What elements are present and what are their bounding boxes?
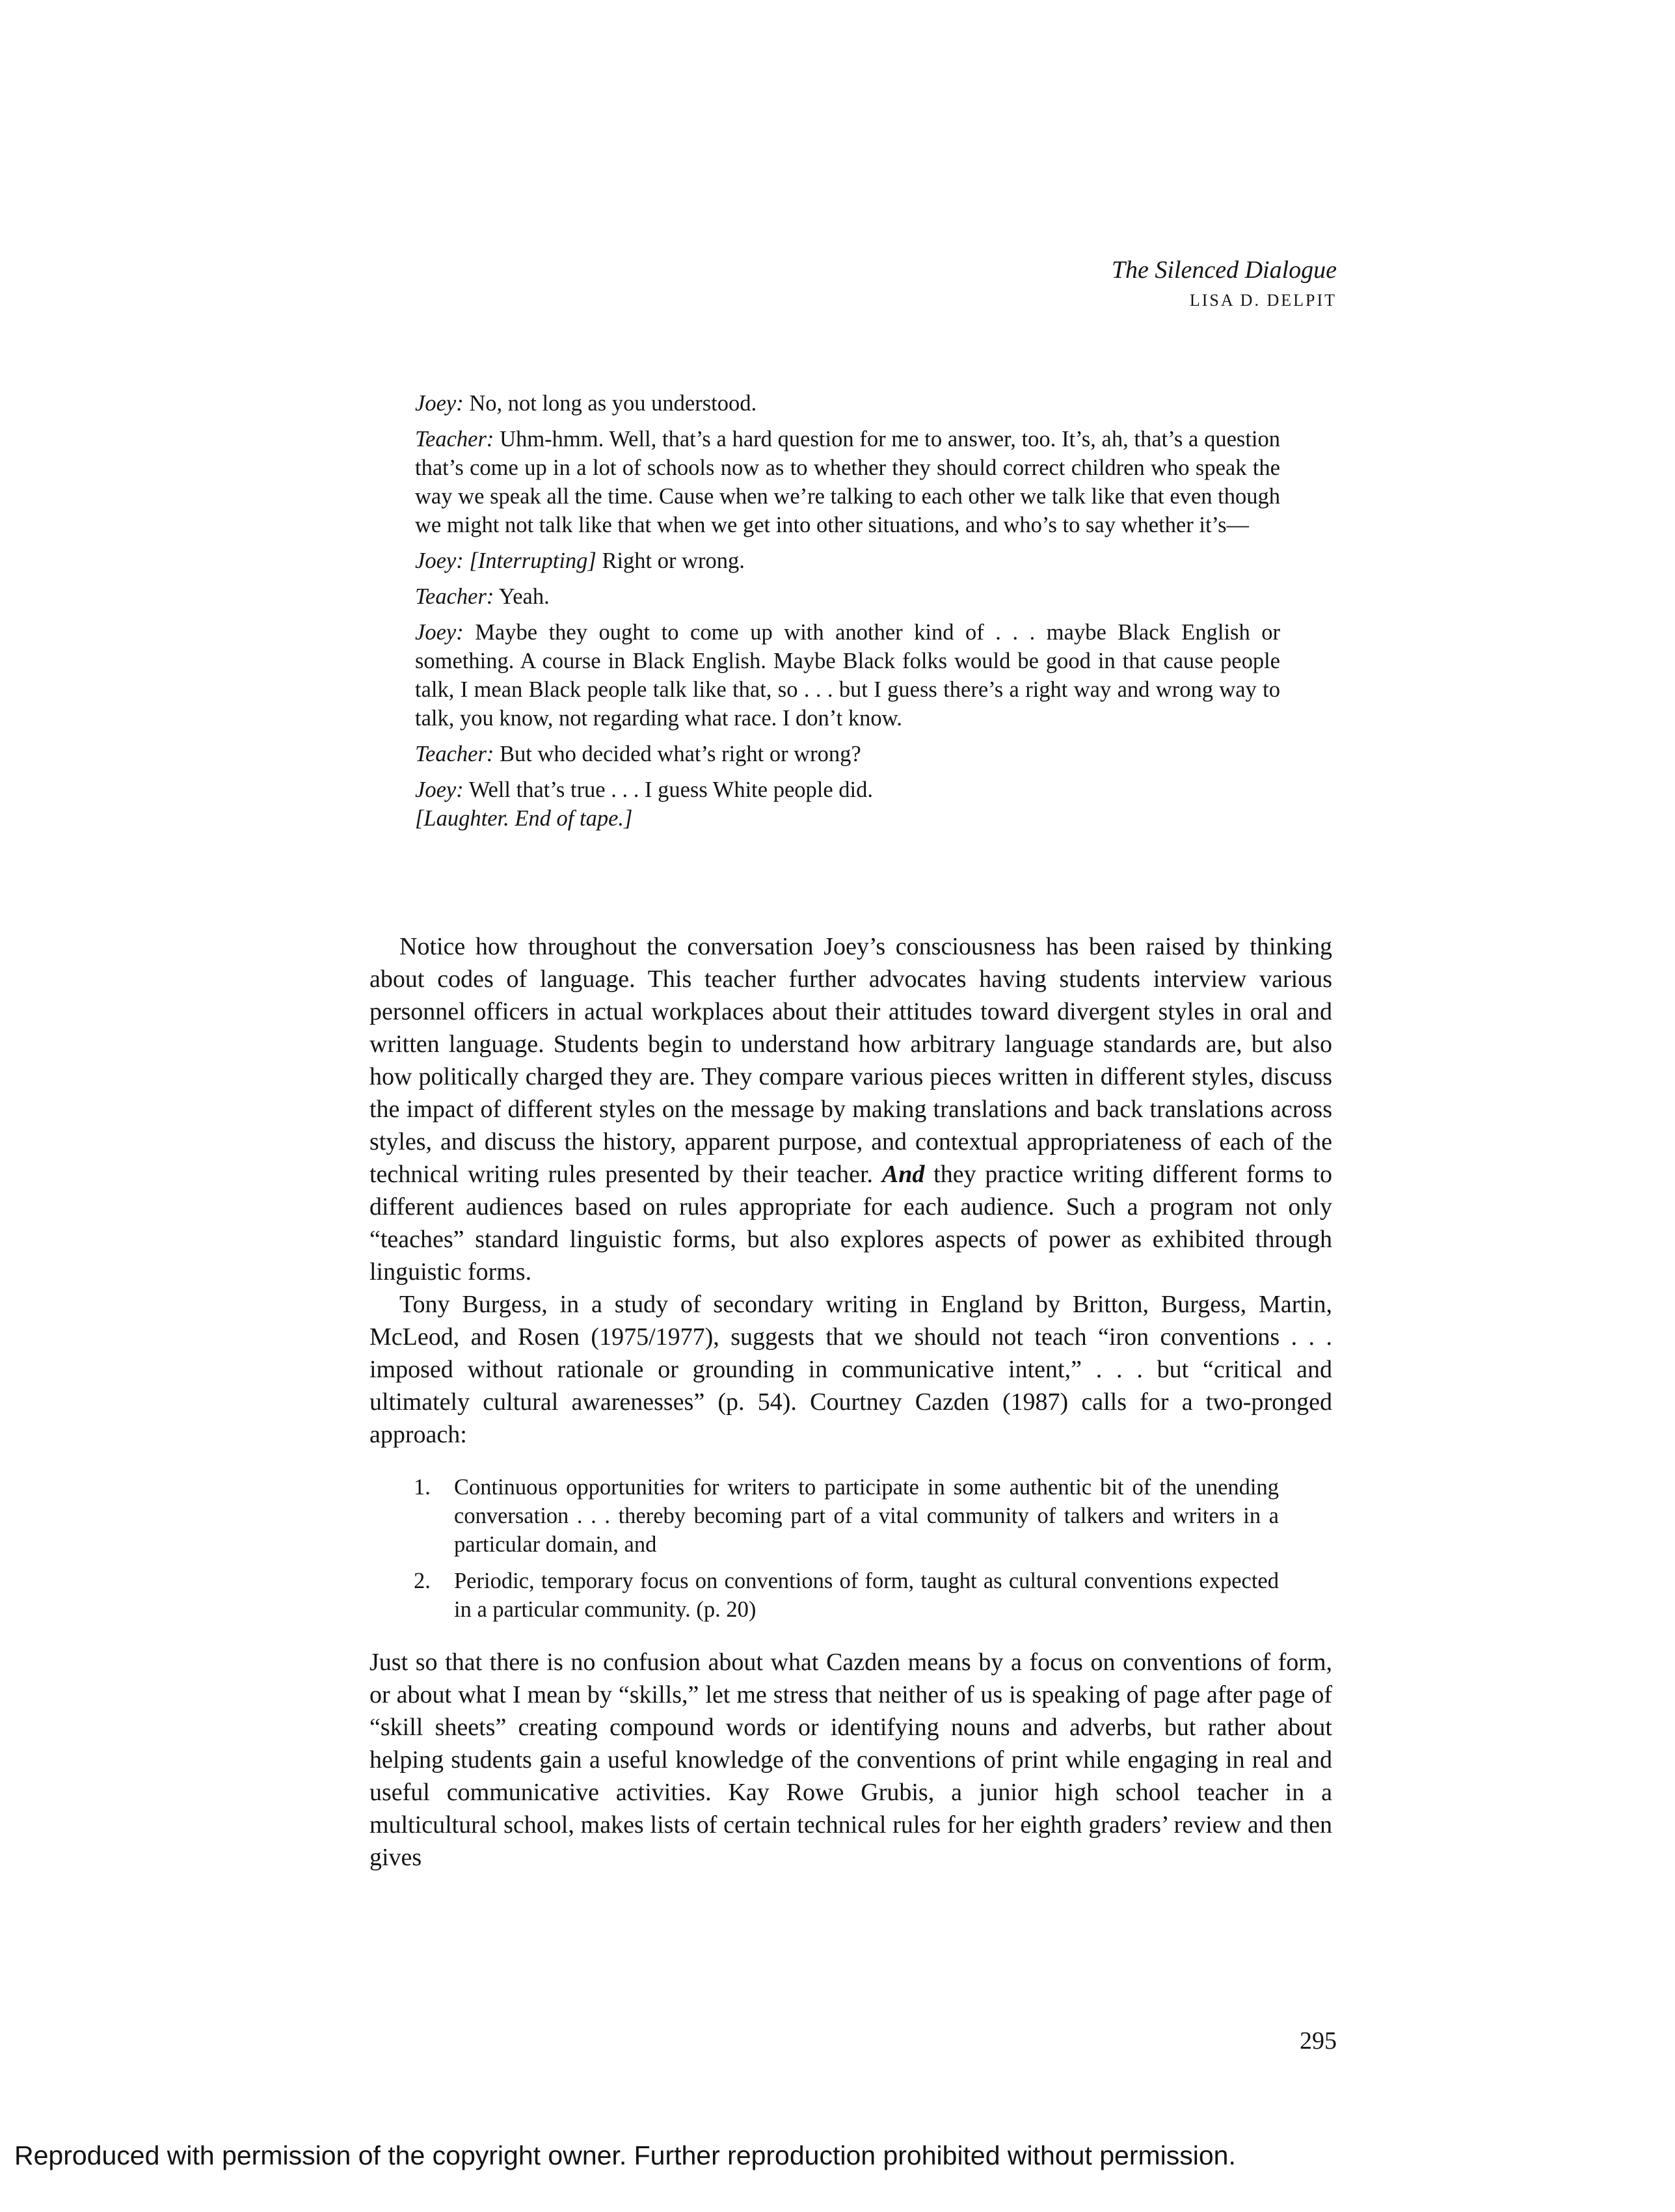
speaker-label: Teacher: xyxy=(415,427,494,452)
list-text: Periodic, temporary focus on conventions of form, taught as cultural conventions expected in a particular community. (p. 20) xyxy=(454,1569,1279,1622)
paragraph: Just so that there is no confusion about what Cazden means by a focus on conventions of form, or about what I mean by “skills,” let me stress that neither of us is speaking of page after page of “skill sheets” creating compound words or identifying nouns and adverbs, but rather about helping students gain a useful knowledge of the conventions of print while engaging in real and useful communicative activities. Kay Rowe Grubis, a junior high school teacher in a multicultural school, makes lists of certain technical rules for her eighth graders’ review and then gives xyxy=(369,1649,1332,1871)
running-head-author: LISA D. DELPIT xyxy=(1189,291,1337,310)
speaker-label: Teacher: xyxy=(415,742,494,766)
list-item xyxy=(414,1473,1279,1559)
dialogue-turn xyxy=(415,618,1280,733)
page-number: 295 xyxy=(1300,2027,1337,2055)
speaker-label: Joey: xyxy=(415,548,464,573)
copyright-notice: Reproduced with permission of the copyright owner. Further reproduction prohibited without permission. xyxy=(14,2140,1236,2170)
dialogue-turn xyxy=(415,740,1280,768)
speaker-label: Teacher: xyxy=(415,584,494,609)
speaker-label: Joey: xyxy=(415,620,464,645)
dialogue-text: Right or wrong. xyxy=(602,548,745,573)
list-number: 2. xyxy=(414,1569,431,1593)
running-head xyxy=(1112,254,1337,315)
dialogue-text: Maybe they ought to come up with another kind of . . . maybe Black English or something. A course in Black English. Maybe Black folks would be good in that cause people talk, I mean Black people talk like that, so . . . but I guess there’s a right way and wrong way to talk, you know, not regarding what race. I don’t know. xyxy=(415,620,1281,731)
dialogue-text: Well that’s true . . . I guess White people did. xyxy=(468,777,873,802)
speaker-label: Joey: xyxy=(415,777,464,802)
dialogue-text: But who decided what’s right or wrong? xyxy=(500,742,861,766)
paragraph xyxy=(369,930,1332,1288)
dialogue-turn xyxy=(415,804,1280,833)
dialogue-text: Yeah. xyxy=(498,584,550,609)
dialogue-turn xyxy=(415,546,1280,575)
dialogue-turn xyxy=(415,389,1280,418)
dialogue-transcript xyxy=(415,389,1280,840)
speaker-label: Joey: xyxy=(415,391,464,416)
list-text: Continuous opportunities for writers to participate in some authentic bit of the unending conversation . . . thereby becoming part of a vital community of talkers and writers in a particular domain, and xyxy=(454,1475,1279,1557)
paragraph-text: Notice how throughout the conversation Joey’s consciousness has been raised by thinking about codes of language. This teacher further advocates having students interview various personnel officers in actual workplaces about their attitudes toward divergent styles in oral and written language. Students begin to understand how arbitrary language standards are, but also how politically charged they are. They compare various pieces written in different styles, discuss the impact of different styles on the message by making translations and back translations across styles, and discuss the history, apparent purpose, and contextual appropriateness of each of the technical writing rules presented by their teacher. xyxy=(369,933,1332,1188)
body-text xyxy=(369,930,1332,1874)
running-head-title: The Silenced Dialogue xyxy=(1111,256,1337,284)
list-item xyxy=(414,1567,1279,1624)
dialogue-text: No, not long as you understood. xyxy=(469,391,757,416)
dialogue-turn xyxy=(415,776,1280,804)
dialogue-turn xyxy=(415,582,1280,611)
numbered-list xyxy=(414,1473,1279,1624)
list-number: 1. xyxy=(414,1475,431,1500)
paragraph-text: they practice writing different forms to different audiences based on rules appropriate for each audience. Such a program not only “teaches” standard linguistic forms, but also explores aspects of power as exhibited through linguistic forms. xyxy=(369,1161,1333,1286)
dialogue-turn xyxy=(415,425,1280,539)
stage-direction: [Interrupting] xyxy=(469,548,596,573)
stage-direction: [Laughter. End of tape.] xyxy=(415,806,633,831)
paragraph: Tony Burgess, in a study of secondary writing in England by Britton, Burgess, Martin, McLeod, and Rosen (1975/1977), suggests that we should not teach “iron conventions . . . imposed without rationale or grounding in communicative intent,” . . . but “critical and ultimately cultural awarenesses” (p. 54). Courtney Cazden (1987) calls for a two-pronged approach: xyxy=(369,1291,1332,1448)
emphasis-text: And xyxy=(881,1161,925,1188)
dialogue-text: Uhm-hmm. Well, that’s a hard question for me to answer, too. It’s, ah, that’s a question that’s come up in a lot of schools now as to whether they should correct children who speak the way we speak all the time. Cause when we’re talking to each other we talk like that even though we might not talk like that when we get into other situations, and who’s to say whether it’s— xyxy=(415,427,1281,537)
